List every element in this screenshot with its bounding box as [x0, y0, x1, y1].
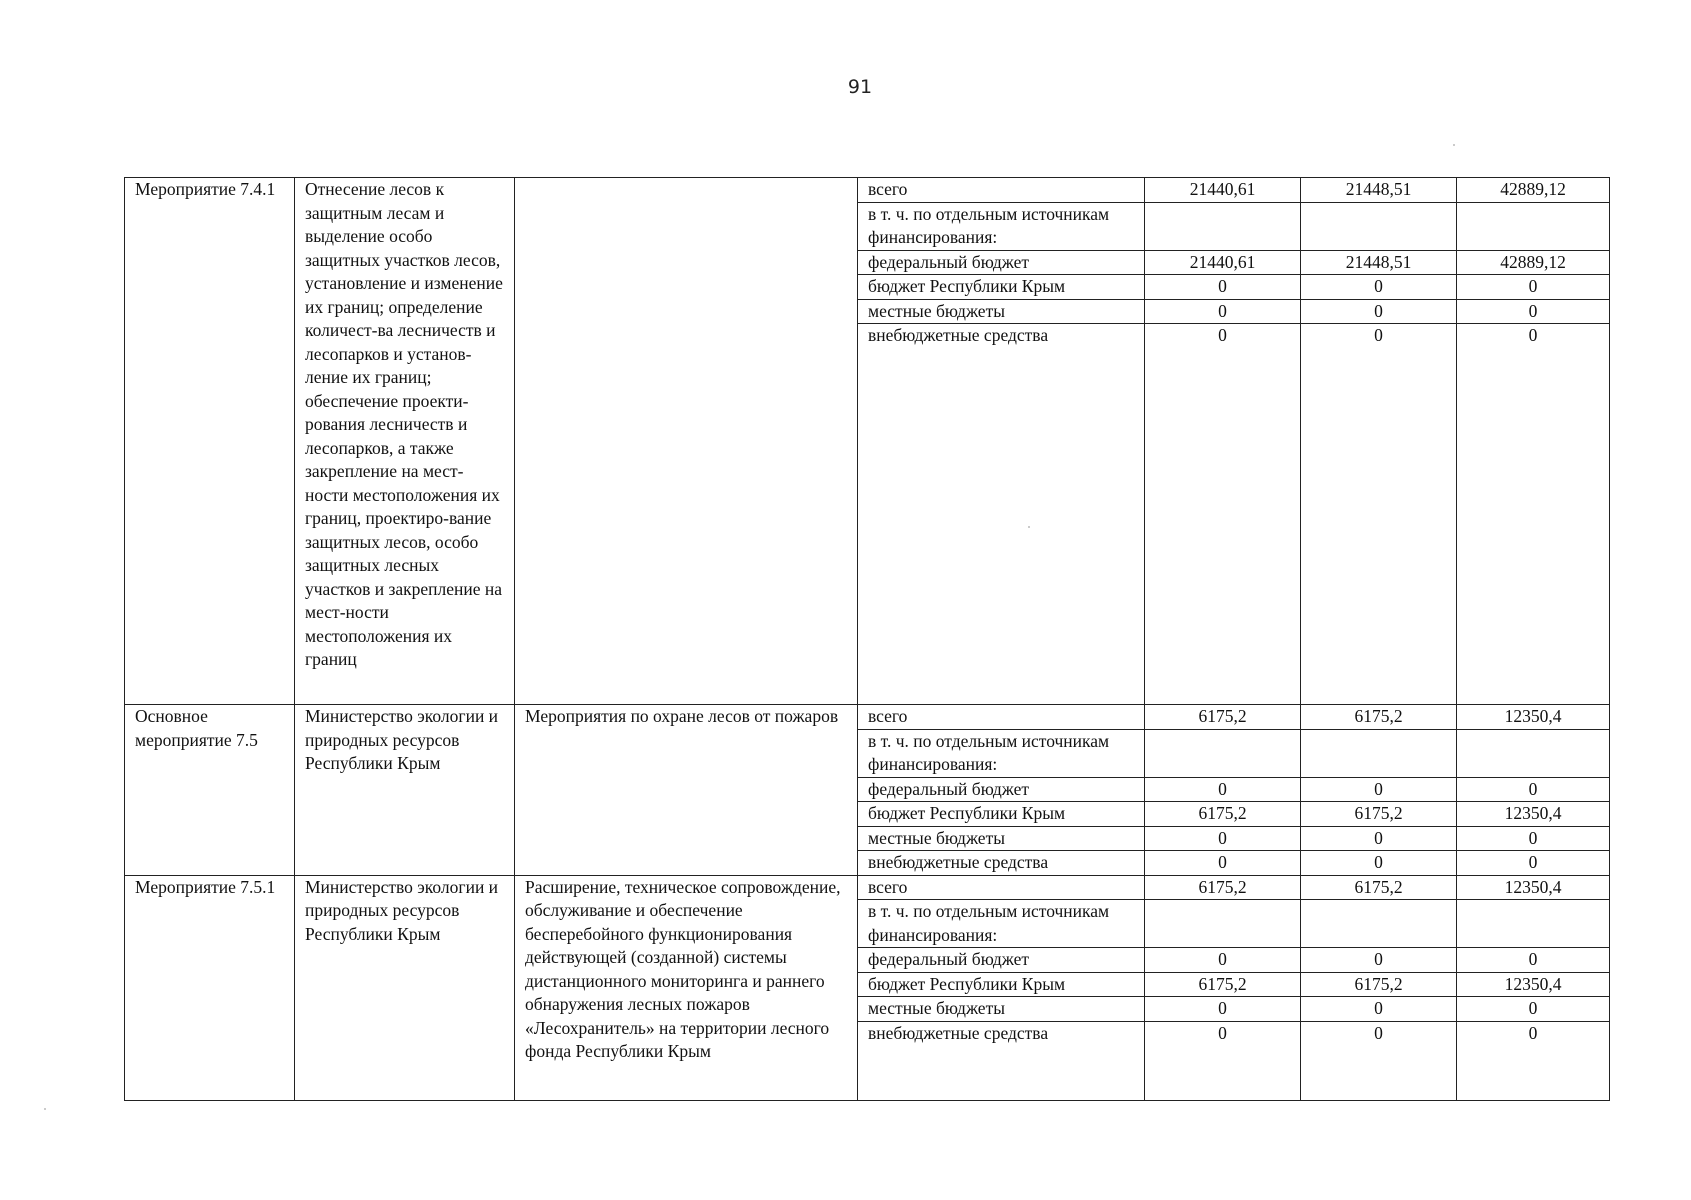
funding-source: в т. ч. по отдельным источникам финансирования:: [858, 900, 1145, 948]
funding-value-col3: 0: [1457, 948, 1610, 973]
funding-source: в т. ч. по отдельным источникам финансирования:: [858, 729, 1145, 777]
funding-source: местные бюджеты: [858, 997, 1145, 1022]
table-row: [125, 178, 1610, 203]
funding-value-col3: 0: [1457, 826, 1610, 851]
funding-value-col1: 0: [1145, 948, 1301, 973]
funding-value-col2: 6175,2: [1301, 802, 1457, 827]
funding-value-col3: 0: [1457, 299, 1610, 324]
funding-value-col2: 0: [1301, 851, 1457, 876]
funding-value-col3: 0: [1457, 275, 1610, 300]
section-code: Мероприятие 7.5.1: [125, 875, 295, 1100]
funding-value-col3: [1457, 900, 1610, 948]
funding-table: [124, 177, 1610, 1101]
funding-source: бюджет Республики Крым: [858, 802, 1145, 827]
funding-source: внебюджетные средства: [858, 1021, 1145, 1100]
funding-value-col2: [1301, 202, 1457, 250]
funding-source: всего: [858, 178, 1145, 203]
section-description: [515, 178, 858, 705]
funding-value-col1: 0: [1145, 826, 1301, 851]
funding-value-col2: 0: [1301, 997, 1457, 1022]
section-code: Основное мероприятие 7.5: [125, 705, 295, 876]
funding-value-col2: 21448,51: [1301, 250, 1457, 275]
funding-value-col1: 6175,2: [1145, 972, 1301, 997]
funding-value-col1: [1145, 900, 1301, 948]
funding-value-col1: 21440,61: [1145, 178, 1301, 203]
funding-source: в т. ч. по отдельным источникам финансирования:: [858, 202, 1145, 250]
funding-source: бюджет Республики Крым: [858, 275, 1145, 300]
funding-value-col3: 0: [1457, 777, 1610, 802]
funding-value-col1: 0: [1145, 275, 1301, 300]
funding-source: федеральный бюджет: [858, 250, 1145, 275]
funding-table-body: [125, 178, 1610, 1101]
funding-value-col3: 12350,4: [1457, 875, 1610, 900]
scan-artifact: [44, 1108, 46, 1110]
funding-value-col3: 12350,4: [1457, 802, 1610, 827]
funding-value-col1: [1145, 202, 1301, 250]
funding-value-col2: 6175,2: [1301, 972, 1457, 997]
funding-value-col1: 6175,2: [1145, 705, 1301, 730]
funding-value-col2: [1301, 900, 1457, 948]
funding-value-col2: 6175,2: [1301, 875, 1457, 900]
funding-value-col3: 42889,12: [1457, 250, 1610, 275]
funding-value-col3: [1457, 202, 1610, 250]
scan-artifact: [1028, 526, 1030, 528]
funding-value-col1: 6175,2: [1145, 875, 1301, 900]
section-description: Мероприятия по охране лесов от пожаров: [515, 705, 858, 876]
funding-value-col2: 0: [1301, 275, 1457, 300]
funding-value-col1: 0: [1145, 777, 1301, 802]
funding-source: местные бюджеты: [858, 826, 1145, 851]
funding-value-col3: 0: [1457, 997, 1610, 1022]
funding-value-col1: 21440,61: [1145, 250, 1301, 275]
funding-value-col2: 21448,51: [1301, 178, 1457, 203]
funding-value-col2: 0: [1301, 1021, 1457, 1100]
section-description: Расширение, техническое сопровождение, обслуживание и обеспечение бесперебойного функционирования действующей (созданной) системы дистанционного мониторинга и раннего обнаружения лесных пожаров «Лесохранитель» на территории лесного фонда Республики Крым: [515, 875, 858, 1100]
funding-value-col3: [1457, 729, 1610, 777]
funding-source: бюджет Республики Крым: [858, 972, 1145, 997]
funding-value-col1: 0: [1145, 1021, 1301, 1100]
funding-value-col2: 6175,2: [1301, 705, 1457, 730]
funding-value-col2: 0: [1301, 777, 1457, 802]
funding-value-col1: 0: [1145, 299, 1301, 324]
funding-value-col3: 12350,4: [1457, 705, 1610, 730]
funding-value-col1: 0: [1145, 851, 1301, 876]
funding-value-col2: 0: [1301, 826, 1457, 851]
funding-source: федеральный бюджет: [858, 948, 1145, 973]
section-code: Мероприятие 7.4.1: [125, 178, 295, 705]
table-row: [125, 705, 1610, 730]
funding-source: внебюджетные средства: [858, 324, 1145, 705]
funding-value-col2: 0: [1301, 324, 1457, 705]
table-row: [125, 875, 1610, 900]
funding-value-col1: 6175,2: [1145, 802, 1301, 827]
funding-value-col2: 0: [1301, 948, 1457, 973]
funding-value-col3: 0: [1457, 851, 1610, 876]
funding-source: внебюджетные средства: [858, 851, 1145, 876]
funding-value-col1: [1145, 729, 1301, 777]
page-number: 91: [847, 76, 873, 98]
funding-value-col1: 0: [1145, 997, 1301, 1022]
funding-source: всего: [858, 875, 1145, 900]
scan-artifact: [1453, 144, 1455, 146]
funding-source: всего: [858, 705, 1145, 730]
funding-source: федеральный бюджет: [858, 777, 1145, 802]
funding-value-col3: 12350,4: [1457, 972, 1610, 997]
funding-source: местные бюджеты: [858, 299, 1145, 324]
funding-value-col3: 0: [1457, 324, 1610, 705]
funding-value-col2: [1301, 729, 1457, 777]
funding-value-col3: 42889,12: [1457, 178, 1610, 203]
funding-value-col1: 0: [1145, 324, 1301, 705]
section-executor: Отнесение лесов к защитным лесам и выделение особо защитных участков лесов, установление и изменение их границ; определение количест-ва лесничеств и лесопарков и установ-ление их границ; обеспечение проекти-рования лесничеств и лесопарков, а также закрепление на мест-ности местоположения их границ, проектиро-вание защитных лесов, особо защитных лесных участков и закрепление на мест-ности местоположения их границ: [295, 178, 515, 705]
section-executor: Министерство экологии и природных ресурсов Республики Крым: [295, 875, 515, 1100]
funding-value-col2: 0: [1301, 299, 1457, 324]
funding-value-col3: 0: [1457, 1021, 1610, 1100]
section-executor: Министерство экологии и природных ресурсов Республики Крым: [295, 705, 515, 876]
